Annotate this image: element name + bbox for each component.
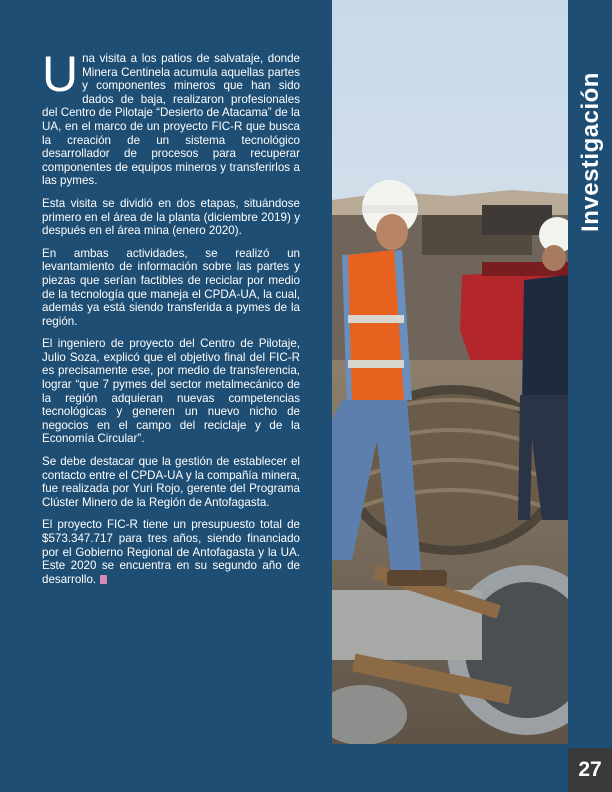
paragraph-5: Se debe destacar que la gestión de establecer el contacto entre el CPDA-UA y la compañía minera, fue realizada por Yuri Rojo, gerente del Programa Clúster Minero de la Región de Antofagasta.	[42, 455, 300, 509]
section-title: Investigación	[577, 72, 604, 232]
paragraph-1	[42, 46, 300, 188]
paragraph-6	[42, 518, 300, 586]
paragraph-3: En ambas actividades, se realizó un levantamiento de información sobre las partes y piezas que serían factibles de reciclar por medio de la tecnología que maneja el CPDA-UA, la cual, además ya está siendo transferida a pymes de la región.	[42, 246, 300, 328]
paragraph-4: El ingeniero de proyecto del Centro de Pilotaje, Julio Soza, explicó que el objetivo final del FIC-R es precisamente ese, por medio de transferencia, lograr “que 7 pymes del sector metalmecánico de la región adquieran nuevas competencias tecnológicas y generen un nuevo nicho de negocios en el campo del reciclaje y de la Economía Circular”.	[42, 337, 300, 446]
end-of-article-icon	[100, 575, 107, 584]
section-label	[574, 52, 608, 252]
article-body	[42, 46, 300, 595]
paragraph-2: Esta visita se dividió en dos etapas, situándose primero en el área de la planta (diciembre 2019) y después en el área mina (enero 2020).	[42, 196, 300, 238]
article-photo	[332, 0, 568, 744]
drop-cap: U	[42, 46, 79, 102]
paragraph-6-text: El proyecto FIC-R tiene un presupuesto total de $573.347.717 para tres años, siendo financiado por el Gobierno Regional de Antofagasta y la UA. Este 2020 se encuentra en su segundo año de desarrollo.	[42, 518, 300, 586]
paragraph-1-text: na visita a los patios de salvataje, donde Minera Centinela acumula aquellas partes y componentes mineros que han sido dados de baja, realizaron profesionales del Centro de Pilotaje “Desierto de Atacama” de la UA, en el marco de un proyecto FIC-R que busca la creación de un sistema tecnológico desarrollador de procesos para recuperar componentes de equipos mineros y transferirlos a las pymes.	[42, 52, 300, 188]
page-number: 27	[568, 748, 612, 792]
